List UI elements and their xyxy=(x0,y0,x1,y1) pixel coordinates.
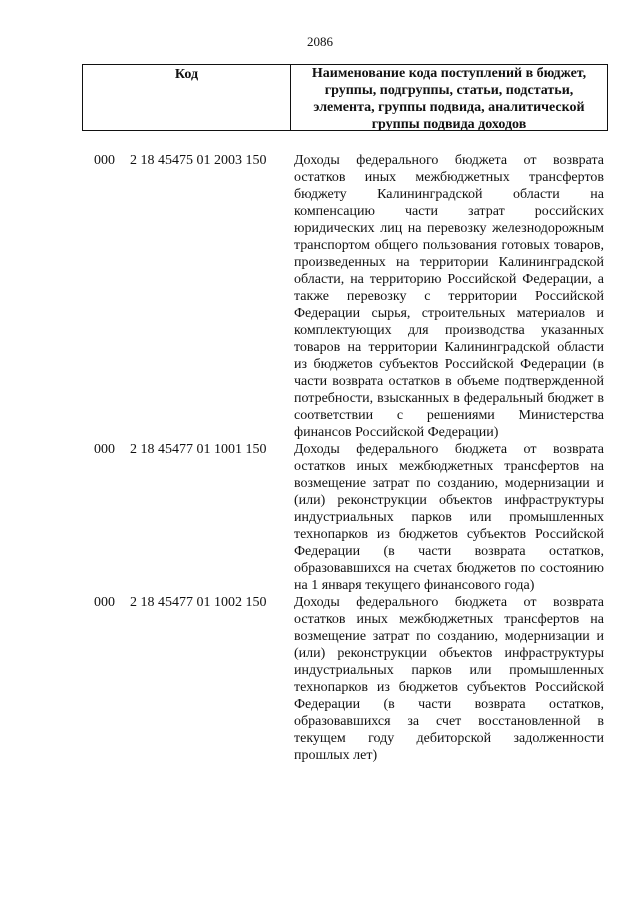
header-name-column: Наименование кода поступлений в бюджет, группы, подгруппы, статьи, подстатьи, элемента, группы подвида, аналитической группы подвида доходов xyxy=(311,66,587,132)
header-code-column: Код xyxy=(83,65,291,130)
entry-description: Доходы федерального бюджета от возврата остатков иных межбюджетных трансфертов на возмещение затрат по созданию, модернизации и (или) реконструкции объектов инфраструктуры индустриальных парков или промышленных технопарков из бюджетов субъектов Российской Федерации (в части возврата остатков, образовавшихся на счетах бюджетов по состоянию на 1 января текущего финансового года) xyxy=(294,442,604,593)
page-number: 2086 xyxy=(307,34,333,49)
entry-description: Доходы федерального бюджета от возврата остатков иных межбюджетных трансфертов бюджету Калининградской области на компенсацию части затрат российских юридических лиц на перевозку железнодорожным транспортом общего пользования готовых товаров, произведенных на территории Калининградской области, на территорию Российской Федерации, а также перевозку с территории Российской Федерации сырья, строительных материалов и комплектующих для производства указанных товаров на территории Калининградской области из бюджетов субъектов Российской Федерации (в части возврата остатков в объеме подтвержденной потребности, взысканных в федеральный бюджет в соответствии с решениями Министерства финансов Российской Федерации) xyxy=(294,153,604,440)
entries-list xyxy=(94,152,604,764)
entry-code-prefix: 000 xyxy=(94,153,115,168)
entry-code-prefix: 000 xyxy=(94,442,115,457)
table-header xyxy=(82,64,608,131)
entry-description: Доходы федерального бюджета от возврата остатков иных межбюджетных трансфертов на возмещение затрат по созданию, модернизации и (или) реконструкции объектов инфраструктуры индустриальных парков или промышленных технопарков из бюджетов субъектов Российской Федерации (в части возврата остатков, образовавшихся за счет восстановленной в текущем году дебиторской задолженности прошлых лет) xyxy=(294,595,604,763)
list-item xyxy=(94,441,604,594)
entry-code xyxy=(94,152,294,169)
list-item xyxy=(94,594,604,764)
entry-code-number: 2 18 45475 01 2003 150 xyxy=(130,153,267,168)
entry-code xyxy=(94,441,294,458)
entry-code-prefix: 000 xyxy=(94,595,115,610)
entry-code xyxy=(94,594,294,611)
entry-code-number: 2 18 45477 01 1002 150 xyxy=(130,595,267,610)
entry-code-number: 2 18 45477 01 1001 150 xyxy=(130,442,267,457)
list-item xyxy=(94,152,604,441)
